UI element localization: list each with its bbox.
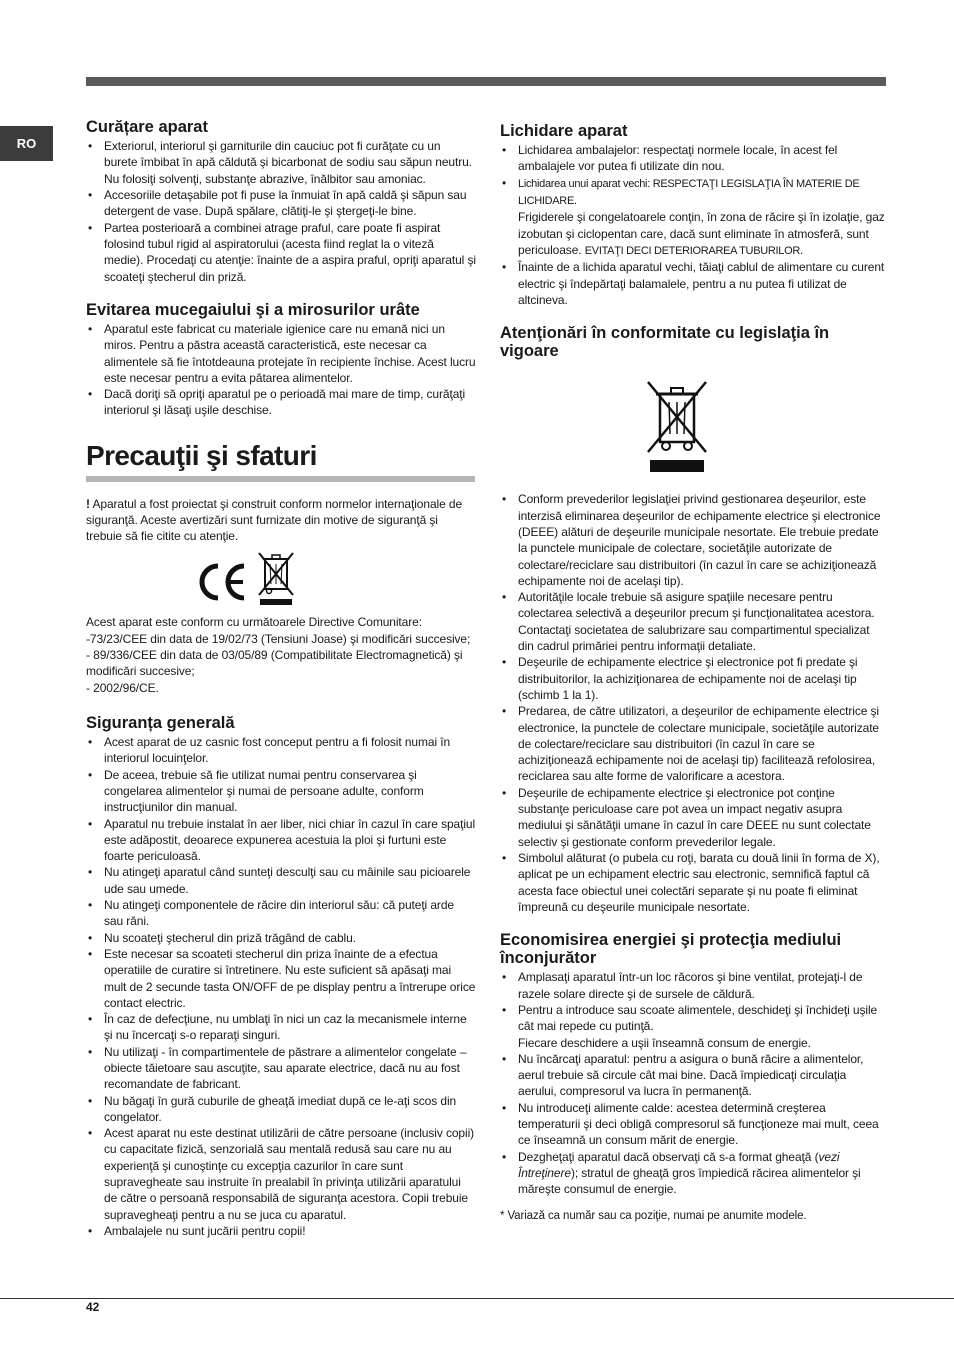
list-item bbox=[500, 1149, 887, 1198]
list-item: • Accesoriile detaşabile pot fi puse la înmuiat în apă caldă şi săpun sau detergent de vase. După spălare, clătiţi-le şi ştergeţi-le bine. bbox=[86, 187, 476, 220]
list-item: • Ambalajele nu sunt jucării pentru copii! bbox=[86, 1223, 476, 1239]
footer-rule bbox=[0, 1298, 954, 1299]
left-column bbox=[86, 118, 476, 1239]
list-item: • Acest aparat de uz casnic fost conceput pentru a fi folosit numai în interiorul locuinţelor. bbox=[86, 734, 476, 767]
list-item: • De aceea, trebuie să fie utilizat numai pentru conservarea şi congelarea alimentelor şi numai de persoane adulte, conform instrucţiunilor din manual. bbox=[86, 767, 476, 816]
list-item bbox=[500, 1002, 887, 1051]
list-item-caps: Lichidarea unui aparat vechi: RESPECTAŢI LEGISLAŢIA ÎN MATERIE DE LICHIDARE. bbox=[518, 177, 860, 208]
right-column bbox=[500, 122, 887, 1224]
warning-mark: ! bbox=[86, 496, 90, 511]
ce-mark-icon bbox=[198, 560, 250, 604]
section-title-mold: Evitarea mucegaiului şi a mirosurilor urâte bbox=[86, 300, 420, 319]
section-title-safety: Siguranța generală bbox=[86, 713, 235, 732]
list-item-text: Pentru a introduce sau scoate alimentele, deschideţi şi închideţi uşile cât mai repede cu putinţă. bbox=[518, 1002, 878, 1034]
section-title-energy: Economisirea energiei şi protecţia mediului înconjurător bbox=[500, 931, 842, 968]
list-item: • Aparatul nu trebuie instalat în aer liber, nici chiar în cazul în care spaţiul este adăpostit, deoarece expunerea acestuia la ploi şi furtuni este foarte periculoasă. bbox=[86, 816, 476, 865]
list-item-text bbox=[518, 209, 887, 259]
list-item: • Amplasaţi aparatul într-un loc răcoros şi bine ventilat, protejaţi-l de razele solare directe şi de sursele de căldură. bbox=[500, 969, 887, 1002]
list-item: • Nu introduceţi alimente calde: acestea determină creşterea temperaturii şi deci obligă compresorul să funcţioneze mai mult, ceea ce înseamnă un consum mărit de energie. bbox=[500, 1100, 887, 1149]
list-item-text-part: Frigiderele şi congelatoarele conţin, în zona de răcire şi în izolaţie, gaz izobutan şi ciclopentan care, dacă sunt eliminate în atmosferă, sunt periculoase. bbox=[518, 210, 885, 257]
directive-line: - 89/336/CEE din data de 03/05/89 (Compatibilitate Electromagnetică) şi modificări succesive; bbox=[86, 648, 463, 679]
list-item: • Partea posterioară a combinei atrage praful, care poate fi aspirat folosind tubul rigid al aspiratorului (acesta fiind reglat la o viteză medie). Procedaţi cu atenţie: înainte de a aspira praful, opriţi aparatul şi scoateţi ştecherul din priză. bbox=[86, 220, 476, 285]
top-bar bbox=[86, 77, 886, 86]
list-item: • Acest aparat nu este destinat utilizării de către persoane (inclusiv copii) cu capacitate fizică, senzorială sau mentală redusă sau care nu au experienţă şi cunoştinţe cu excepţia cazurilor în care sunt supravegheate sau instruite în prealabil în privinţa utilizării aparatului de către o persoană responsabilă de siguranţa acestora. Copii trebuie supravegheaţi pentru a nu se juca cu aparatul. bbox=[86, 1125, 476, 1223]
list-item: • Exteriorul, interiorul şi garniturile din cauciuc pot fi curăţate cu un burete îmbibat în apă căldută şi bicarbonat de sodiu sau săpun neutru. Nu folosiţi solvenţi, substanţe abrazive, înălbitor sau amoniac. bbox=[86, 138, 476, 187]
list-item: • Nu scoateţi ştecherul din priză trăgând de cablu. bbox=[86, 930, 476, 946]
list-item: • Lichidarea ambalajelor: respectaţi normele locale, în acest fel ambalajele vor putea fi utilizate din nou. bbox=[500, 142, 887, 175]
list-item: • Înainte de a lichida aparatul vechi, tăiaţi cablul de alimentare cu curent electric şi îndepărtaţi balamalele, pentru a nu putea fi utilizat de altcineva. bbox=[500, 259, 887, 308]
list-item-text: Fiecare deschidere a uşii înseamnă consum de energie. bbox=[518, 1035, 811, 1050]
directive-line: -73/23/CEE din data de 19/02/73 (Tensiuni Joase) şi modificări succesive; bbox=[86, 631, 471, 646]
list-item: • Nu băgaţi în gură cuburile de gheaţă imediat după ce le-aţi scos din congelator. bbox=[86, 1093, 476, 1126]
list-item-caps: EVITAŢI DECI DETERIORAREA TUBURILOR. bbox=[584, 244, 803, 257]
directive-line: - 2002/96/CE. bbox=[86, 680, 159, 695]
certification-marks bbox=[198, 550, 476, 608]
weee-bin-icon bbox=[642, 376, 712, 474]
safety-list bbox=[86, 734, 476, 1239]
title-rule bbox=[86, 476, 475, 482]
list-item: • Predarea, de către utilizatori, a deşeurilor de echipamente electrice şi electronice, la punctele de colectare municipale, societăţile autorizate de colectare/reciclare sau distribuitori (în cazul în care se achiziţionează echipamente noi de acelaşi tip) facilitează refolosirea, reciclarea sau alte forme de valorificare a acestora. bbox=[500, 703, 887, 784]
directive-line: Acest aparat este conform cu următoarele Directive Comunitare: bbox=[86, 615, 422, 630]
list-item: • Este necesar sa scoateti stecherul din priza înainte de a efectua operatiile de curatire si întretinere. Nu este suficient să apăsaţi mai mult de 2 secunde tasta ON/OFF de pe display pentru a întrerupe orice contact electric. bbox=[86, 946, 476, 1011]
list-item: • Nu utilizaţi - în compartimentele de păstrare a alimentelor congelate – obiecte tăietoare sau ascuţite, sau aparate electrice, dacă nu au fost recomandate de fabricant. bbox=[86, 1044, 476, 1093]
list-item: • Nu încărcaţi aparatul: pentru a asigura o bună răcire a alimentelor, aerul trebuie să circule cât mai bine. Dacă împiedicaţi circulaţia aerului, compresorul va lucra în permanenţă. bbox=[500, 1051, 887, 1100]
section-title-disposal: Lichidare aparat bbox=[500, 122, 628, 140]
cleaning-list bbox=[86, 138, 476, 285]
list-item: • Nu atingeţi aparatul când sunteţi desculţi sau cu mâinile sau picioarele ude sau umede. bbox=[86, 864, 476, 897]
list-item-italic: vezi Întreţinere bbox=[518, 1149, 840, 1180]
list-item-text: Dezgheţaţi aparatul dacă observaţi că s-a format gheaţă ( bbox=[518, 1149, 819, 1164]
page-number: 42 bbox=[86, 1300, 100, 1314]
page-title: Precauţii şi sfaturi bbox=[86, 439, 317, 471]
list-item: • Dacă doriţi să opriţi aparatul pe o perioadă mai mare de timp, curăţaţi interiorul şi lăsaţi uşile deschise. bbox=[86, 386, 476, 419]
disposal-list bbox=[500, 142, 887, 308]
mold-list bbox=[86, 321, 476, 419]
language-tab: RO bbox=[0, 126, 53, 161]
list-item: • Deşeurile de echipamente electrice şi electronice pot conţine substanţe periculoase care pot avea un impact negativ asupra mediului şi sănătăţii umane în cazul în care DEEE nu sunt colectate selectiv şi gestionate conform prevederilor legale. bbox=[500, 785, 887, 850]
list-item: • Aparatul este fabricat cu materiale igienice care nu emană nici un miros. Pentru a păstra această caracteristică, este necesar ca alimentele să fie întotdeauna protejate în recipiente închise. Acest lucru este necesar pentru a evita pătarea alimentelor. bbox=[86, 321, 476, 386]
intro-text: Aparatul a fost proiectat şi construit conform normelor internaţionale de siguranţă. Aceste avertizări sunt furnizate din motive de siguranţă şi trebuie să fie citite cu atenţie. bbox=[86, 496, 463, 544]
list-item: • Simbolul alăturat (o pubela cu roţi, barata cu două linii în forma de X), aplicat pe un echipament electric sau electronic, semnifică faptul că acesta face obiectul unei colectări separate şi nu poate fi eliminat împreună cu deşeurile municipale nesortate. bbox=[500, 850, 887, 915]
section-title-legislation: Atenţionări în conformitate cu legislaţia în vigoare bbox=[500, 324, 830, 361]
list-item: • Nu atingeţi componentele de răcire din interiorul său: că puteţi arde sau răni. bbox=[86, 897, 476, 930]
list-item: • Autorităţile locale trebuie să asigure spaţiile necesare pentru colectarea selectivă a deşeurilor precum şi funcţionalitatea acestora. Contactaţi societatea de salubrizare sau compartimentul specializat din cadrul primăriei pentru informaţii detaliate. bbox=[500, 589, 887, 654]
list-item: • Conform prevederilor legislaţiei privind gestionarea deşeurilor, este interzisă eliminarea deşeurilor de echipamente electrice şi electronice (DEEE) alături de deşeurile municipale nesortate. Ele trebuie predate la punctele municipale de colectare, societăţile autorizate de colectare/reciclare sau distribuitori (în cazul în care se achiziţionează echipamente noi de acelaşi tip). bbox=[500, 491, 887, 589]
intro-paragraph bbox=[86, 496, 476, 545]
section-title-cleaning: Curățare aparat bbox=[86, 118, 208, 136]
energy-list bbox=[500, 969, 887, 1197]
weee-bin-icon bbox=[256, 550, 296, 606]
list-item: • În caz de defecţiune, nu umblaţi în nici un caz la mecanismele interne şi nu încercaţi s-o reparaţi singuri. bbox=[86, 1011, 476, 1044]
footnote: * Variază ca număr sau ca poziţie, numai pe anumite modele. bbox=[500, 1209, 807, 1222]
legislation-list bbox=[500, 491, 887, 915]
list-item: • Deşeurile de echipamente electrice şi electronice pot fi predate şi distribuitorilor, la achiziţionarea de echipamente noi de acelaşi tip (schimb 1 la 1). bbox=[500, 654, 887, 703]
list-item bbox=[500, 175, 887, 259]
list-item-text: ); stratul de gheaţă gros împiedică răcirea alimentelor şi măreşte consumul de energie. bbox=[518, 1165, 861, 1197]
